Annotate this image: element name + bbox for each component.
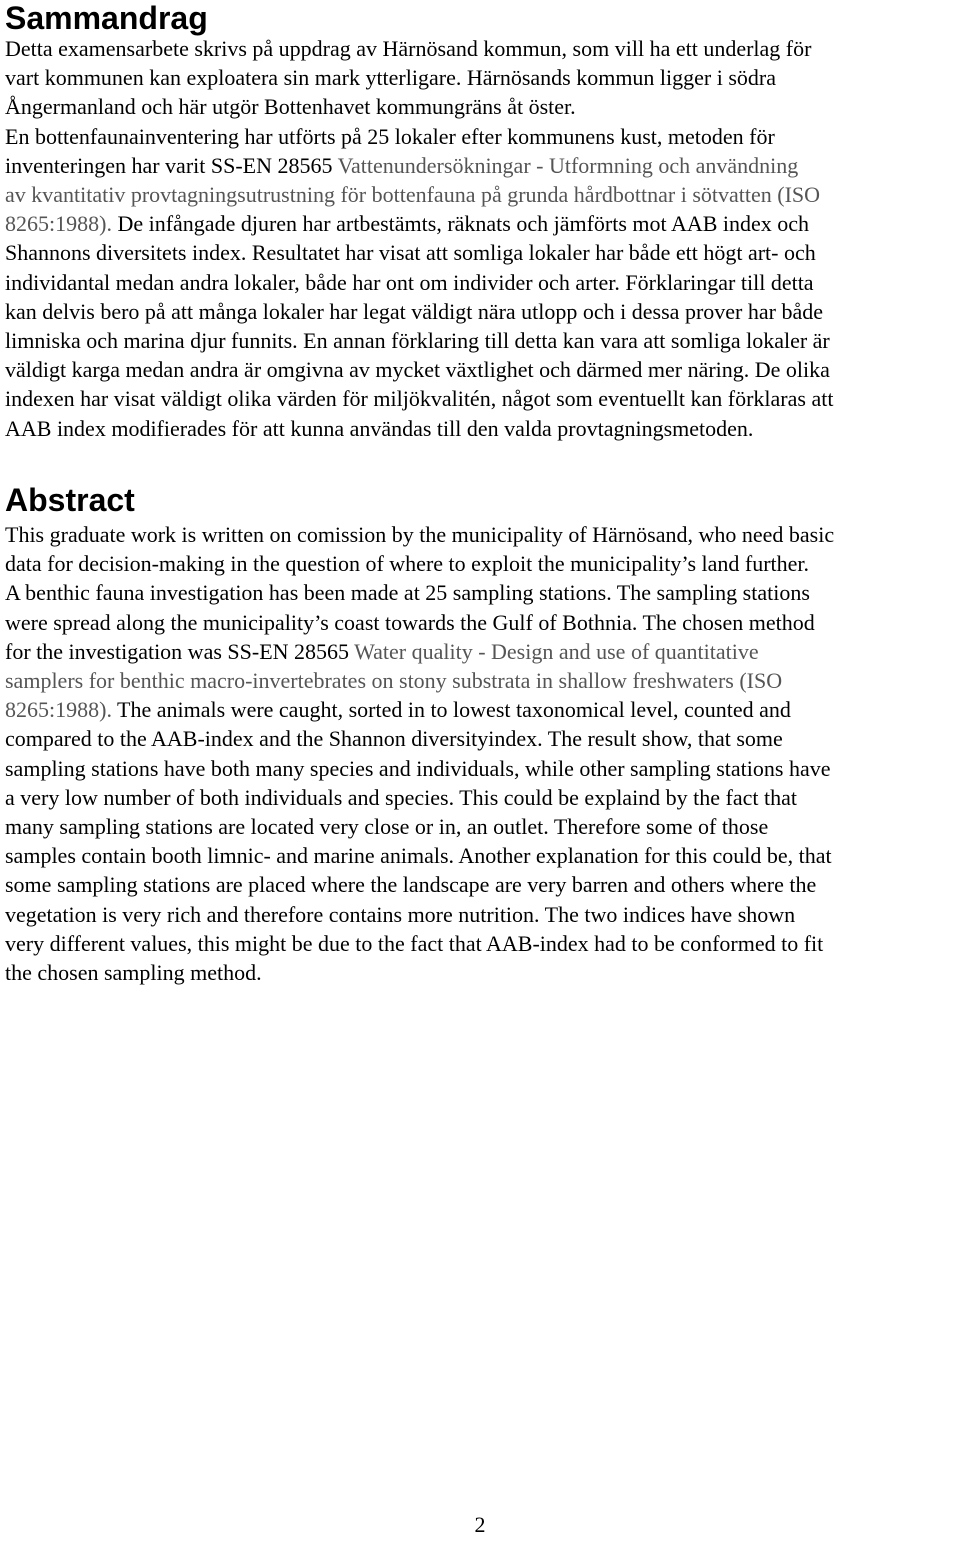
- sammandrag-body: [5, 34, 833, 443]
- text-run: sampling stations have both many species and individuals, while other sampling stations have: [5, 755, 831, 781]
- text-run: the chosen sampling method.: [5, 960, 262, 986]
- text-line: [5, 209, 833, 238]
- text-line: [5, 92, 833, 121]
- text-line: [5, 414, 833, 443]
- text-line: [5, 297, 833, 326]
- text-run: samples contain booth limnic- and marine animals. Another explanation for this could be, that: [5, 843, 832, 869]
- text-run: Detta examensarbete skrivs på uppdrag av Härnösand kommun, som vill ha ett underlag för: [5, 36, 812, 61]
- quoted-standard-title: 8265:1988).: [5, 211, 118, 237]
- text-line: [5, 578, 834, 607]
- text-run: A benthic fauna investigation has been made at 25 sampling stations. The sampling stations: [5, 580, 810, 606]
- text-run: individantal medan andra lokaler, både har ont om individer och arter. Förklaringar till detta: [5, 269, 814, 295]
- text-run: väldigt karga medan andra är omgivna av mycket växtlighet och därmed mer näring. De olika: [5, 357, 830, 383]
- text-line: [5, 63, 833, 92]
- text-line: [5, 549, 834, 578]
- text-run: many sampling stations are located very close or in, an outlet. Therefore some of those: [5, 814, 769, 840]
- text-line: [5, 958, 834, 987]
- text-run: a very low number of both individuals and species. This could be explaind by the fact that: [5, 784, 798, 810]
- text-run: De infångade djuren har artbestämts, räknats och jämförts mot AAB index och: [117, 211, 810, 237]
- text-run: limniska och marina djur funnits. En annan förklaring till detta kan vara att somliga lokaler är: [5, 328, 830, 354]
- text-line: [5, 841, 834, 870]
- text-line: [5, 268, 833, 297]
- text-run: compared to the AAB-index and the Shannon diversityindex. The result show, that some: [5, 726, 783, 752]
- quoted-standard-title: Vattenundersökningar - Utformning och användning: [337, 152, 799, 178]
- text-line: [5, 151, 833, 180]
- text-line: [5, 238, 833, 267]
- text-line: [5, 520, 834, 549]
- text-run: Ångermanland och här utgör Bottenhavet kommungräns åt öster.: [5, 94, 576, 120]
- text-run: AAB index modifierades för att kunna användas till den valda provtagningsmetoden.: [5, 415, 754, 441]
- text-run: inventeringen har varit SS-EN 28565: [5, 152, 338, 178]
- text-line: [5, 754, 834, 783]
- text-line: [5, 355, 833, 384]
- text-line: [5, 695, 834, 724]
- text-line: [5, 608, 834, 637]
- text-line: [5, 783, 834, 812]
- text-run: some sampling stations are placed where the landscape are very barren and others where the: [5, 872, 817, 898]
- text-line: [5, 637, 834, 666]
- text-line: [5, 34, 833, 63]
- text-line: [5, 180, 833, 209]
- text-run: for the investigation was SS-EN 28565: [5, 638, 355, 664]
- quoted-standard-title: Water quality - Design and use of quantitative: [354, 638, 759, 664]
- text-run: were spread along the municipality’s coast towards the Gulf of Bothnia. The chosen method: [5, 609, 815, 635]
- text-line: [5, 929, 834, 958]
- text-line: [5, 326, 833, 355]
- text-line: [5, 666, 834, 695]
- text-line: [5, 384, 833, 413]
- section-heading-abstract: Abstract: [5, 482, 135, 518]
- text-run: very different values, this might be due to the fact that AAB-index had to be conformed to fit: [5, 930, 824, 956]
- text-run: vart kommunen kan exploatera sin mark ytterligare. Härnösands kommun ligger i södra: [5, 65, 777, 91]
- page-number: 2: [474, 1512, 486, 1537]
- quoted-standard-title: 8265:1988).: [5, 697, 118, 723]
- quoted-standard-title: samplers for benthic macro-invertebrates on stony substrata in shallow freshwaters (ISO: [5, 668, 783, 694]
- text-run: vegetation is very rich and therefore contains more nutrition. The two indices have shown: [5, 901, 796, 927]
- section-heading-sammandrag: Sammandrag: [5, 0, 208, 36]
- text-run: The animals were caught, sorted in to lowest taxonomical level, counted and: [117, 697, 791, 723]
- text-run: data for decision-making in the question of where to exploit the municipality’s land further.: [5, 551, 810, 577]
- abstract-body: [5, 520, 834, 987]
- text-run: This graduate work is written on comission by the municipality of Härnösand, who need basic: [5, 522, 835, 547]
- text-run: Shannons diversitets index. Resultatet har visat att somliga lokaler har både ett högt art- och: [5, 240, 816, 266]
- text-run: En bottenfaunainventering har utförts på 25 lokaler efter kommunens kust, metoden för: [5, 123, 775, 149]
- text-line: [5, 870, 834, 899]
- text-line: [5, 900, 834, 929]
- text-run: kan delvis bero på att många lokaler har legat väldigt nära utlopp och i dessa prover har både: [5, 298, 823, 324]
- text-line: [5, 724, 834, 753]
- quoted-standard-title: av kvantitativ provtagningsutrustning för bottenfauna på grunda hårdbottnar i sötvatten (ISO: [5, 182, 821, 208]
- text-run: indexen har visat väldigt olika värden för miljökvalitén, något som eventuellt kan förklaras att: [5, 386, 834, 412]
- text-line: [5, 812, 834, 841]
- text-line: [5, 122, 833, 151]
